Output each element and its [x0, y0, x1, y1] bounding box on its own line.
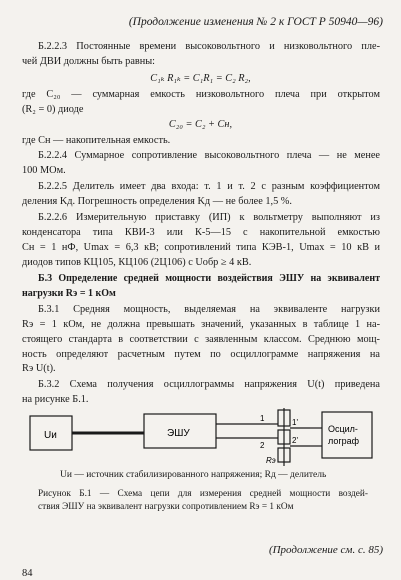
paragraph-line: Rэ = 1 кОм, не должна превышать значений, указанных в таблице 1 на- [22, 319, 380, 330]
caption-line: Рисунок Б.1 — Схема цепи для измерения средней мощности воздей- [38, 489, 368, 499]
paragraph-line: чей ДВИ должны быть равны: [22, 56, 156, 67]
formula-total-capacitance: C₂₀ = C₂ + Cн, [168, 119, 233, 130]
paragraph-line: конденсатора типа КВИ-3 или К-5—15 с накопительной емкостью [22, 227, 380, 238]
continuation-note: (Продолжение см. с. 85) [268, 544, 383, 556]
page-number: 84 [22, 568, 33, 579]
paragraph-line: деления Kд. Погрешность определения Kд — не более 1,5 %. [22, 196, 292, 207]
paragraph-line: Б.2.2.4 Суммарное сопротивление высоковольтного плеча — не менее [38, 150, 380, 161]
terminal-1: 1 [260, 414, 265, 423]
terminal-1b: 1' [292, 418, 298, 427]
paragraph-line: где C₂₀ — суммарная емкость низковольтного плеча при открытом [22, 89, 380, 100]
terminal-2: 2 [260, 441, 265, 450]
formula-time-constants: C₁ₖ R₁ₖ = C₁R₁ = C₂ R₂, [150, 73, 251, 84]
circuit-diagram [22, 408, 382, 466]
paragraph-line: Б.2.2.3 Постоянные времени высоковольтного и низковольтного пле- [38, 41, 380, 52]
paragraph-line: ность определяют расчетным путем по осциллограмме напряжения на [22, 349, 380, 360]
paragraph-line: Rэ U(t). [22, 363, 56, 374]
source-label: Uи [44, 430, 57, 441]
oscillograph-label: лограф [328, 436, 360, 446]
paragraph-line: Б.3.2 Схема получения осциллограммы напряжения U(t) приведена [38, 379, 380, 390]
paragraph-line: где Cн — накопительная емкость. [22, 135, 171, 146]
oscillograph-label: Осцил- [328, 424, 358, 434]
paragraph-line: Б.3.1 Средняя мощность, выделяемая на эквиваленте нагрузки [38, 304, 380, 315]
section-heading: Б.3 Определение средней мощности воздействия ЭШУ на эквивалент [38, 273, 380, 284]
re-label: Rэ [266, 456, 276, 465]
paragraph-line: стоящего стандарта в соответствии с заявленным классом. Среднюю мощ- [22, 334, 380, 345]
page-header: (Продолжение изменения № 2 к ГОСТ Р 50940—96) [128, 16, 383, 28]
paragraph-line: диодов типов КЦ105, КЦ106 (2Ц106) с Uобр ≥ 4 кВ. [22, 257, 252, 268]
paragraph-line: Cн = 1 нФ, Umax = 6,3 кВ; сопротивлений типа КЭВ-1, Umax = 10 кВ и [22, 242, 380, 253]
paragraph-line: (R₂ = 0) диоде [22, 104, 84, 115]
eshu-label: ЭШУ [167, 428, 190, 439]
paragraph-line: 100 МОм. [22, 165, 66, 176]
terminal-2b: 2' [292, 436, 298, 445]
oscillograph-box [322, 412, 372, 458]
paragraph-line: Б.2.2.5 Делитель имеет два входа: т. 1 и т. 2 с разным коэффициентом [38, 181, 380, 192]
figure-caption [38, 488, 368, 514]
paragraph-line: на рисунке Б.1. [22, 394, 89, 405]
paragraph-line: Б.2.2.6 Измерительную приставку (ИП) к вольтметру выполняют из [38, 212, 380, 223]
figure-legend: Uи — источник стабилизированного напряжения; Rд — делитель [60, 470, 327, 480]
caption-line: ствия ЭШУ на эквивалент нагрузки сопротивлением Rэ = 1 кОм [38, 502, 294, 512]
section-heading: нагрузки Rэ = 1 кОм [22, 288, 116, 299]
